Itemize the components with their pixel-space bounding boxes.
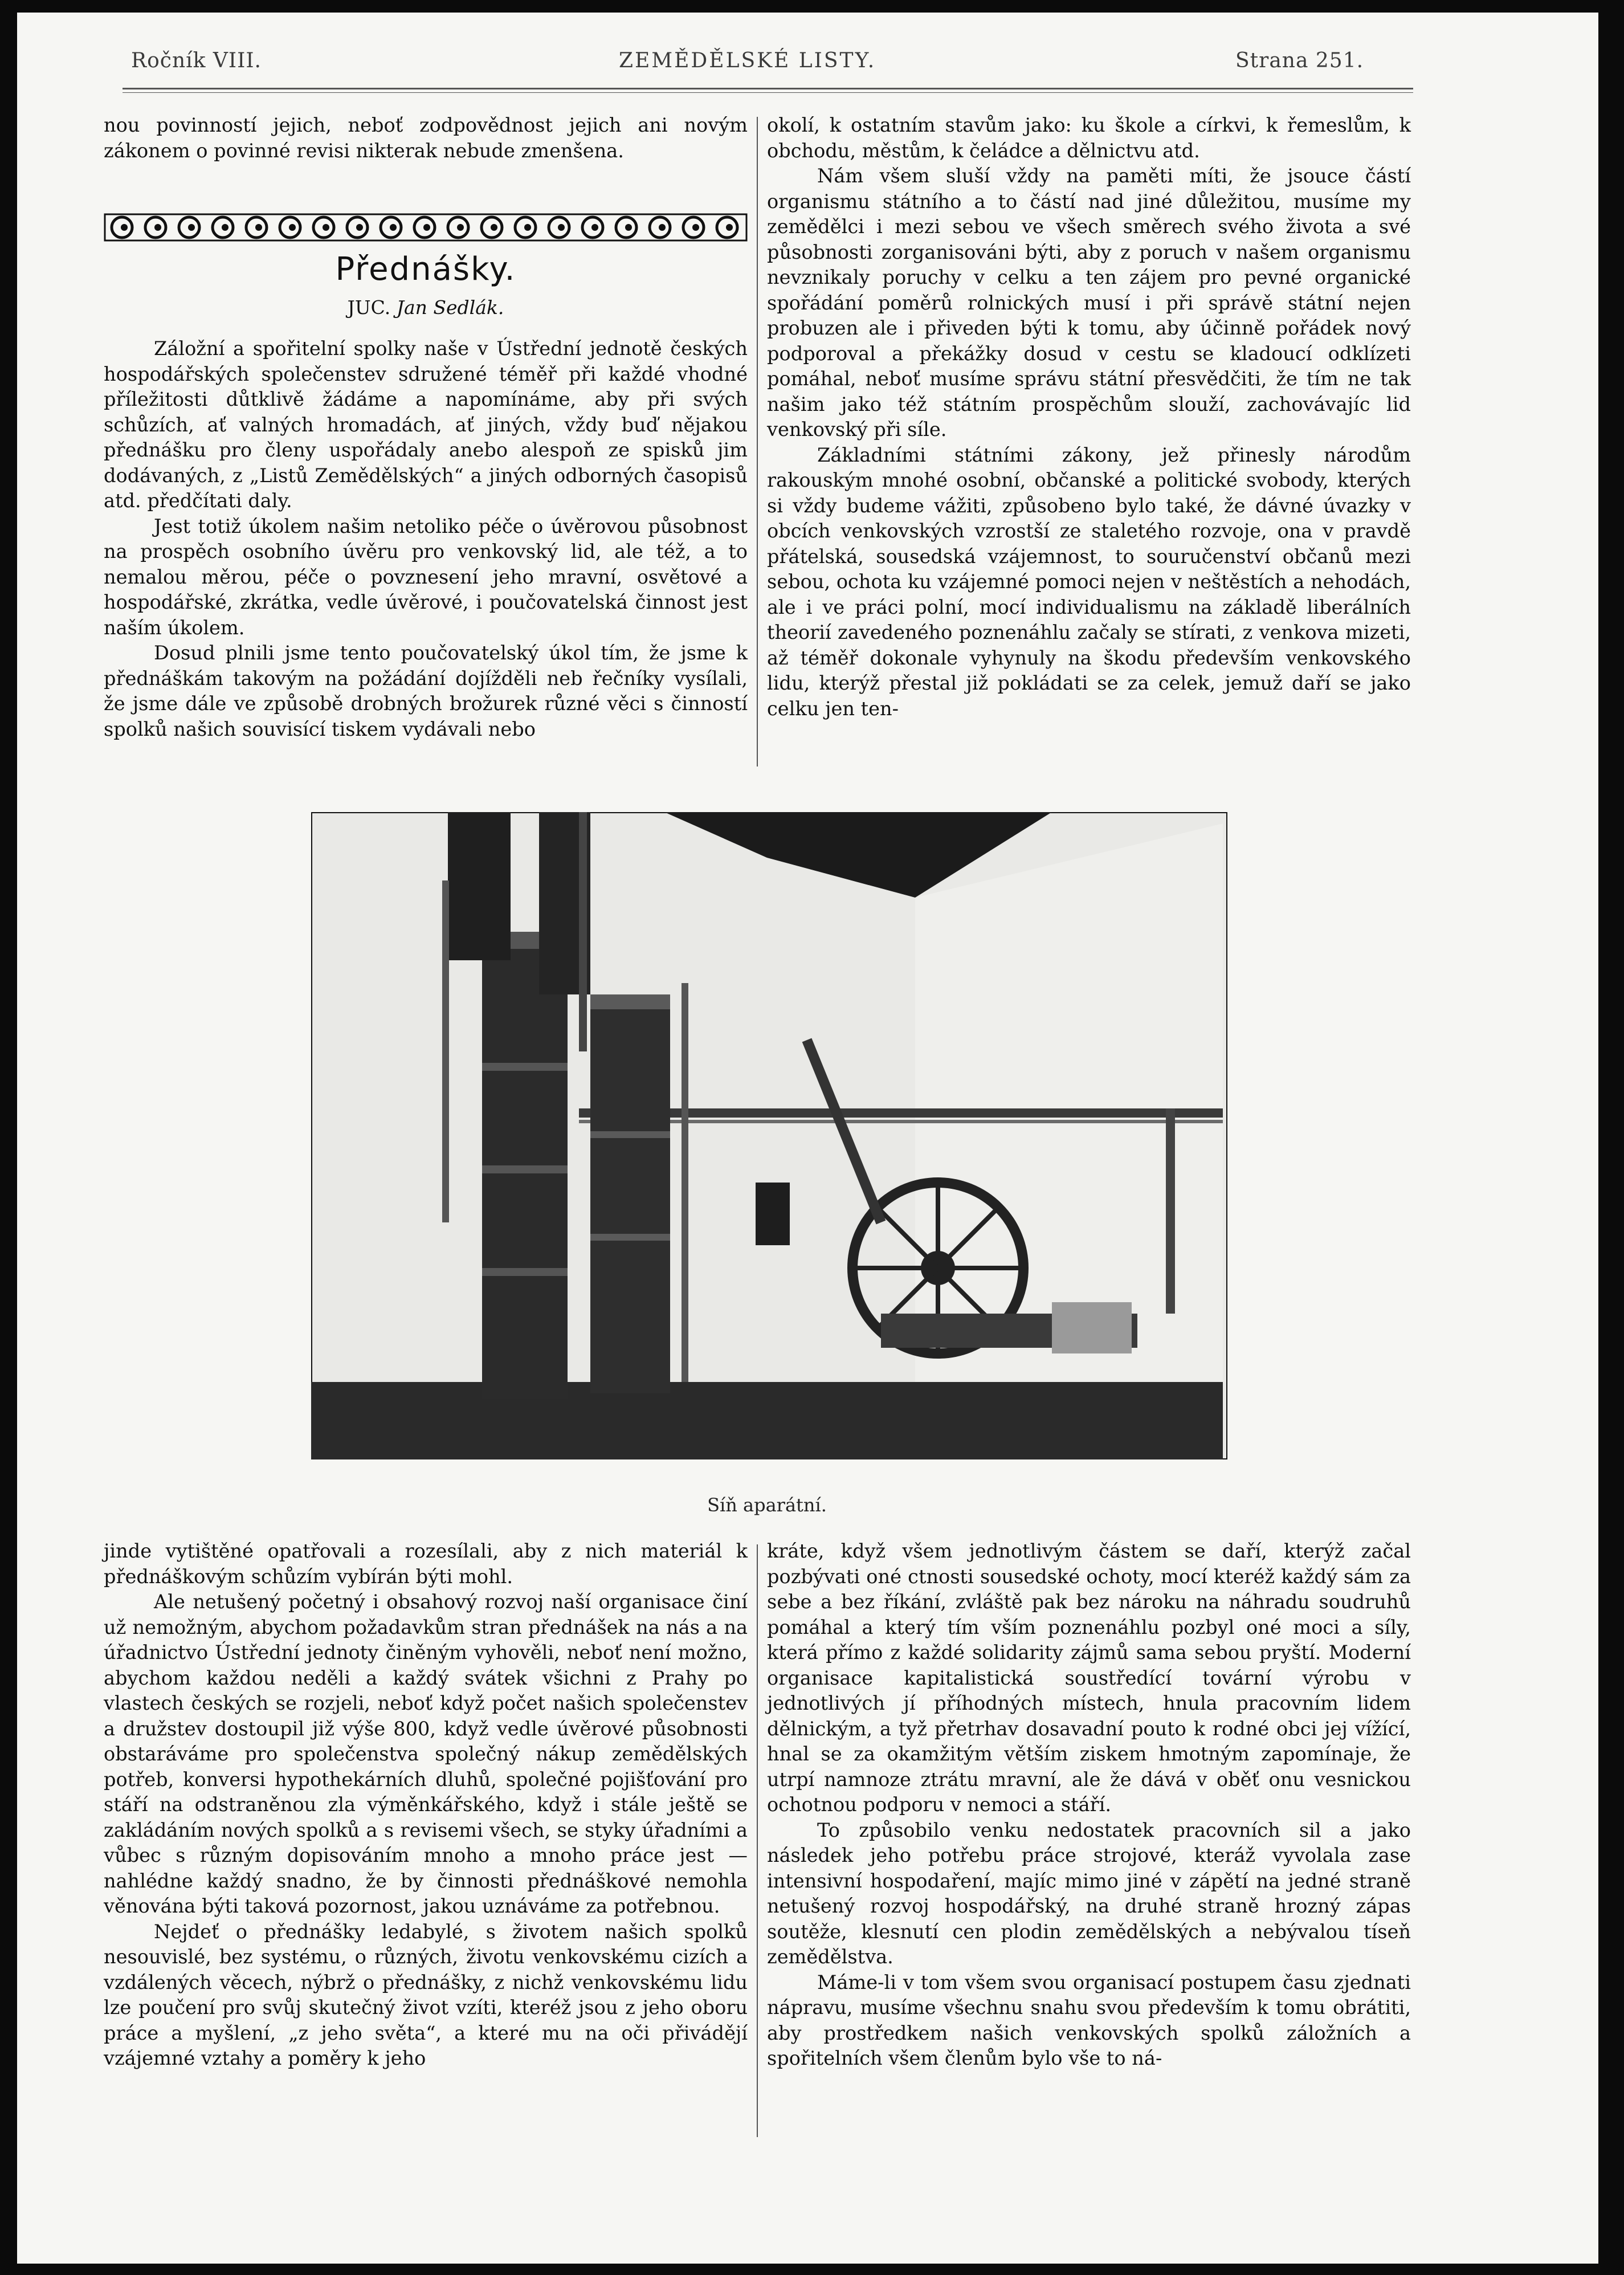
- ornament-dot: [222, 224, 228, 231]
- ornament-dot: [154, 224, 161, 231]
- paragraph: Dosud plnili jsme tento poučovatelský úkol tím, že jsme k přednáškám takovým na požádání dojížděli neb řečníky vysílali, že jsme dále ve způsobě drobných brožurek různé věci s činností spolků našich souvisící tiskem vydávali nebo: [104, 642, 748, 740]
- header-rule-thin: [123, 92, 1413, 93]
- ornament-dot: [524, 224, 531, 231]
- apparatus-hall-photo: [311, 812, 1227, 1459]
- ornament-dot: [390, 224, 397, 231]
- author-name: Jan Sedlák.: [396, 296, 504, 319]
- ornament-dot: [726, 224, 733, 231]
- ornament-dot: [188, 224, 195, 231]
- ornament-dot: [289, 224, 296, 231]
- column-right-top: [767, 113, 1411, 721]
- paragraph: Máme-li v tom všem svou organisací postupem času zjednati nápravu, musíme všechnu snahu svou především k tomu obrátiti, aby prostředkem našich venkovských spolků záložních a spořitelních všem členům bylo vše to ná-: [767, 1971, 1411, 2069]
- header-page-number: Strana 251.: [1235, 49, 1364, 72]
- paragraph: Záložní a spořitelní spolky naše v Ústřední jednotě českých hospodářských společenstev sdružené téměř při každé vhodné příležitosti důtklivě žádáme a napomínáme, aby při svých schůzích, ať valných hromadách, ať jiných, vždy buď nějakou přednášku pro členy uspořádaly anebo alespoň ze spisků jim dodávaných, z „Listů Zemědělských“ a jiných odborných časopisů atd. předčítati daly.: [104, 337, 748, 512]
- paragraph: Jest totiž úkolem našim netoliko péče o úvěrovou působnost na prospěch osobního úvěru pro venkovský lid, ale též, a to nemalou měrou, péče o povznesení jeho mravní, osvětové a hospodářské, zkrátka, vedle úvěrové, i poučovatelská činnost jest naším úkolem.: [104, 515, 748, 639]
- paragraph: okolí, k ostatním stavům jako: ku škole a církvi, k řemeslům, k obchodu, městům, k čeládce a dělnictvu atd.: [767, 114, 1411, 162]
- column-divider-bottom: [757, 1544, 758, 2137]
- paragraph: Ale netušený početný i obsahový rozvoj naší organisace činí už nemožným, abychom požadavkům stran přednášek na nás a na úřadnictvo Ústřední jednoty činěným vyhověli, neboť není možno, abychom každou neděli a každý svátek všichni z Prahy po vlastech českých se rozjeli, neboť když počet našich společenstev a družstev dostoupil již výše 800, když vedle úvěrové působnosti obstaráváme pro společenstva společný nákup zemědělských potřeb, konversi hypothekárních dluhů, společné pojišťování pro stáří na odstraněnou zla výměnkářského, když i stále ještě se zakládáním nových spolků a s revisemi všech, se styky úřadními a vůbec s různým dopisováním mnoho a mnoho práce jest — nahlédne každý snadno, že by činnosti přednáškové nemohla věnována býti taková pozornost, jakou uznáváme za potřebnou.: [104, 1591, 748, 1917]
- paragraph: nou povinností jejich, neboť zodpovědnost jejich ani novým zákonem o povinné revisi nikterak nebude zmenšena.: [104, 114, 748, 162]
- ornament-dot: [323, 224, 329, 231]
- ornament-dot: [255, 224, 262, 231]
- article-title: Přednášky.: [335, 251, 516, 288]
- ornament-dot: [625, 224, 632, 231]
- author-prefix: JUC.: [347, 296, 391, 319]
- figure-caption: Síň aparátní.: [707, 1494, 827, 1516]
- paragraph: To způsobilo venku nedostatek pracovních sil a jako následek jeho potřebu práce strojové, kteráž vyvolala zase intensivní hospodaření, majíc mimo jiné v zápětí na jedné straně netušený rozvoj hospodářský, na druhé straně hrozný zápas soutěže, klesnutí cen plodin zemědělských a nebývalou tíseň zemědělstva.: [767, 1819, 1411, 1968]
- ornamental-divider: [104, 207, 748, 247]
- paragraph: jinde vytištěné opatřovali a rozesílali, aby z nich materiál k přednáškovým schůzím vybírán býti mohl.: [104, 1540, 748, 1588]
- header-rule: [123, 88, 1413, 89]
- column-left-top: [104, 113, 748, 164]
- ornament-dot: [659, 224, 666, 231]
- ornament-dot: [491, 224, 497, 231]
- paragraph: Nám všem sluší vždy na paměti míti, že jsouce částí organismu státního a to částí nad jiné důležitou, musíme my zemědělci i mezi sebou ve všech směrech svého života a své působnosti zorganisováni býti, aby z poruch v našem organismu nevznikaly poruchy v celku a ten zájem pro pevné organické spořádání poměrů rolnických musí i při správě státní nejen probuzen ale i přiveden býti k tomu, aby účinně pořádek nový podporoval a překážky dosud v cestu se kladoucí odklízeti pomáhal, neboť musíme správu státní přesvědčiti, že tím ne tak našim jako též státním prospěchům slouží, zachovávajíc lid venkovský při síle.: [767, 165, 1411, 441]
- column-left-article: [104, 336, 748, 742]
- paragraph: Nejdeť o přednášky ledabylé, s životem našich spolků nesouvislé, bez systému, o různých, životu venkovskému cizích a vzdálených věcech, nýbrž o přednášky, z nichž venkovskému lidu lze poučení pro svůj skutečný život vzíti, kteréž jsou z jeho oboru práce a myšlení, „z jeho světa“, a které mu na oči přivádějí vzájemné vztahy a poměry k jeho: [104, 1920, 748, 2069]
- ornament-dot: [692, 224, 699, 231]
- column-divider-top: [757, 117, 758, 767]
- header-volume: Ročník VIII.: [131, 49, 262, 72]
- ornament-dot: [121, 224, 128, 231]
- column-left-bottom: [104, 1539, 748, 2072]
- ornament-dot: [356, 224, 363, 231]
- ornament-dot: [558, 224, 565, 231]
- ornament-dot: [591, 224, 598, 231]
- ornament-dot: [457, 224, 464, 231]
- column-right-bottom: [767, 1539, 1411, 2072]
- header-journal-title: ZEMĚDĚLSKÉ LISTY.: [619, 49, 876, 72]
- paragraph: kráte, když všem jednotlivým částem se daří, kterýž začal pozbývati oné ctnosti sousedské ochoty, mocí kteréž každý sám za sebe a bez říkání, zvláště pak bez nároku na náhradu soudruhů pomáhal a který tím vším poznenáhlu pozbyl oné moci a síly, která přímo z každé solidarity zájmů sama sebou pryští. Moderní organisace kapitalistická soustředící tovární výrobu v jednotlivých jí příhodných místech, hnula pracovním lidem dělnickým, a tyž přetrhav dosavadní pouto k rodné obci jej vížící, hnal se za okamžitým větším ziskem hmotným zapomínaje, že utrpí namnoze ztrátu mravní, ale že dává v oběť onu vesnickou ochotnou podporu v nemoci a stáří.: [767, 1540, 1411, 1816]
- article-byline: [104, 296, 748, 319]
- paragraph: Základními státními zákony, jež přinesly národům rakouským mnohé osobní, občanské a politické svobody, kterých si vždy budeme vážiti, způsobeno bylo také, že dávné úvazky v obcích venkovských vzrostší ze staletého rozvoje, ona v pravdě přátelská, sousedská vzájemnost, to souručenství občanů mezi sebou, ochota ku vzájemné pomoci nejen v neštěstích a nehodách, ale i ve práci polní, mocí individualismu na základě liberálních theorií zavedeného poznenáhlu začaly se stírati, z venkova mizeti, až téměř dokonale vyhynuly na škodu především venkovského lidu, kterýž přestal již pokládati se za celek, jemuž daří se jako celku jen ten-: [767, 443, 1411, 720]
- ornament-dot: [423, 224, 430, 231]
